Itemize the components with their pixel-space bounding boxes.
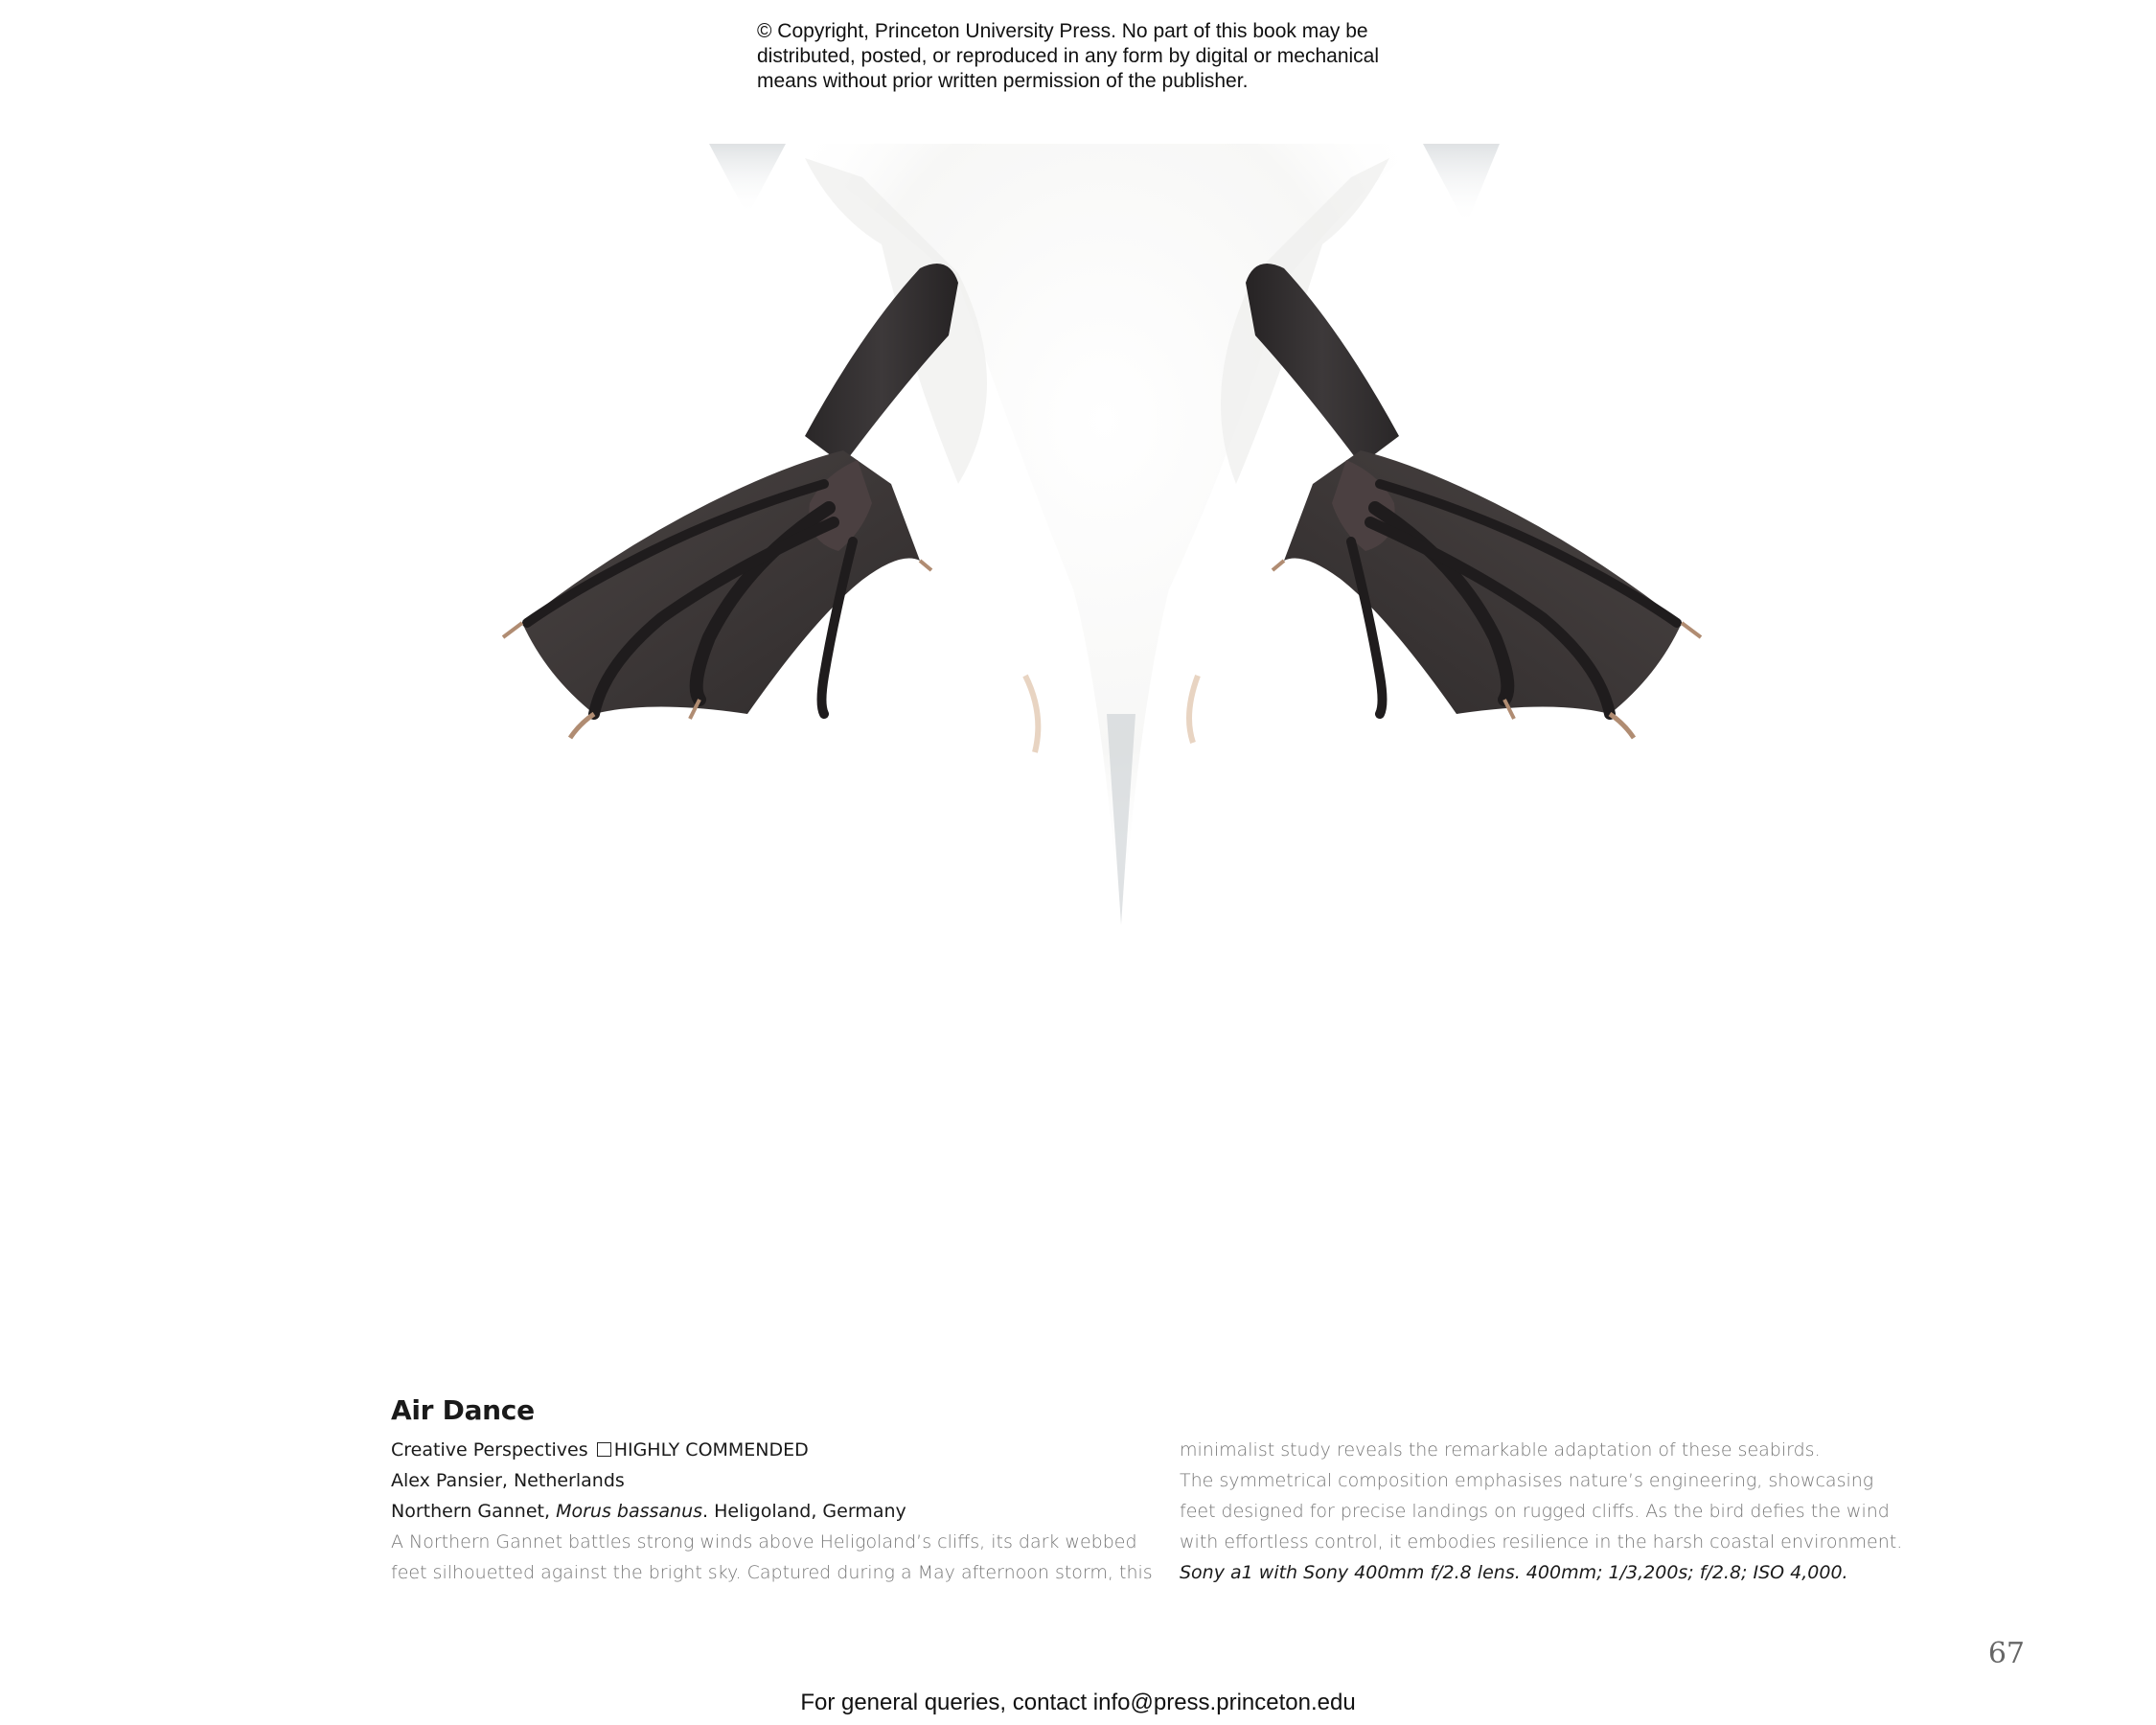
description-line: feet silhouetted against the bright sky. Captured during a May afternoon storm, this xyxy=(391,1562,1153,1583)
photo-caption xyxy=(391,1394,1903,1596)
footer-contact: For general queries, contact info@press.princeton.edu xyxy=(800,1690,1356,1715)
left-webbed-foot xyxy=(503,264,958,738)
left-wing-edge xyxy=(709,144,786,216)
camera-settings: Sony a1 with Sony 400mm f/2.8 lens. 400mm; 1/3,200s; f/2.8; ISO 4,000. xyxy=(1180,1562,1848,1583)
photographer-line: Alex Pansier, Netherlands xyxy=(391,1470,625,1491)
description-line: The symmetrical composition emphasises nature’s engineering, showcasing xyxy=(1180,1470,1874,1491)
copyright-line: distributed, posted, or reproduced in any form by digital or mechanical xyxy=(757,45,1380,67)
caption-right-column xyxy=(1180,1435,1903,1588)
right-webbed-foot xyxy=(1246,264,1701,738)
copyright-line: means without prior written permission of the publisher. xyxy=(757,70,1249,92)
award-label: HIGHLY COMMENDED xyxy=(613,1439,809,1460)
copyright-line: © Copyright, Princeton University Press. No part of this book may be xyxy=(757,20,1368,42)
page-number: 67 xyxy=(1987,1637,2025,1670)
description-line: with effortless control, it embodies resilience in the harsh coastal environment. xyxy=(1180,1531,1903,1552)
species-line xyxy=(391,1496,1148,1527)
species-common: Northern Gannet, xyxy=(391,1501,551,1522)
category-label: Creative Perspectives xyxy=(391,1439,588,1460)
description-line: feet designed for precise landings on rugged cliffs. As the bird defies the wind xyxy=(1180,1501,1890,1522)
species-location: . Heligoland, Germany xyxy=(702,1501,906,1522)
caption-left-column xyxy=(391,1435,1153,1588)
photo-title: Air Dance xyxy=(391,1394,535,1426)
copyright-notice xyxy=(757,19,1447,94)
description-line: minimalist study reveals the remarkable adaptation of these seabirds. xyxy=(1180,1439,1821,1460)
gannet-feet-photo xyxy=(287,139,1916,963)
category-line xyxy=(391,1435,1148,1465)
species-latin: Morus bassanus xyxy=(556,1501,703,1522)
description-line: A Northern Gannet battles strong winds above Heligoland’s cliffs, its dark webbed xyxy=(391,1531,1137,1552)
right-wing-edge xyxy=(1423,144,1500,225)
square-icon xyxy=(597,1442,611,1457)
